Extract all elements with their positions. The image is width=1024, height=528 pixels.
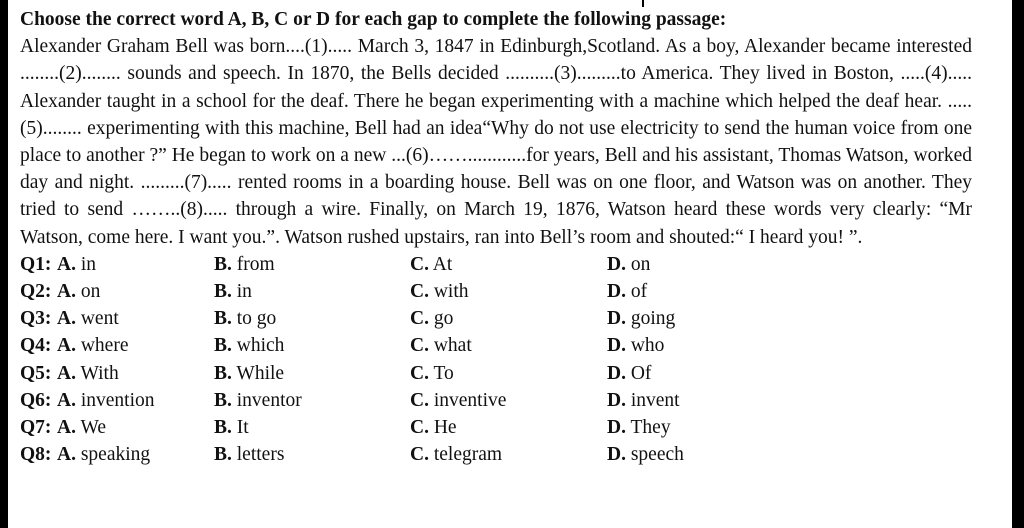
option-b: B. While (214, 362, 285, 384)
question-number: Q7: (20, 416, 52, 438)
question-number: Q8: (20, 444, 52, 466)
exercise-heading: Choose the correct word A, B, C or D for each gap to complete the following passage: (20, 9, 727, 30)
option-a: A. in (57, 253, 97, 275)
question-row (20, 387, 972, 414)
option-b: B. from (214, 253, 275, 275)
option-a: A. We (57, 416, 106, 438)
question-list (20, 251, 972, 469)
question-number: Q4: (20, 335, 52, 357)
question-row (20, 332, 972, 359)
option-d: D. who (607, 335, 665, 357)
option-b: B. which (214, 335, 285, 357)
option-c: C. what (410, 335, 472, 357)
option-d: D. invent (607, 389, 680, 411)
option-a: A. went (57, 308, 119, 330)
option-d: D. Of (607, 362, 652, 384)
left-border (0, 0, 8, 528)
option-c: C. At (410, 253, 453, 275)
question-number: Q1: (20, 253, 52, 275)
question-row (20, 305, 972, 332)
option-b: B. letters (214, 444, 285, 466)
question-row (20, 414, 972, 441)
question-number: Q5: (20, 362, 52, 384)
question-number: Q3: (20, 308, 52, 330)
option-a: A. speaking (57, 444, 151, 466)
question-row (20, 360, 972, 387)
option-c: C. with (410, 281, 469, 303)
option-d: D. speech (607, 444, 684, 466)
option-c: C. go (410, 308, 454, 330)
gap-fill-passage: Alexander Graham Bell was born....(1)..... March 3, 1847 in Edinburgh,Scotland. As a boy, Alexander became interested ........(2)........ sounds and speech. In 1870, the Bells decided ..........(3).........to America. They lived in Boston, .....(4)..... Alexander taught in a school for the deaf. There he began experimenting with a machine which helped the deaf hear. .....(5)........ experimenting with this machine, Bell had an idea“Why do not use electricity to send the human voice from one place to another ?” He began to work on a new ...(6)……............for years, Bell and his assistant, Thomas Watson, worked day and night. .........(7)..... rented rooms in a boarding house. Bell was on one floor, and Watson was on another. They tried to send ……..(8)..... through a wire. Finally, on March 19, 1876, Watson heard these words very clearly: “Mr Watson, come here. I want you.”. Watson rushed upstairs, ran into Bell’s room and shouted:“ I heard you! ”. (20, 36, 972, 248)
option-b: B. in (214, 281, 252, 303)
option-a: A. where (57, 335, 129, 357)
option-c: C. telegram (410, 444, 503, 466)
question-row (20, 251, 972, 278)
question-number: Q6: (20, 389, 52, 411)
option-c: C. He (410, 416, 457, 438)
option-d: D. They (607, 416, 671, 438)
option-a: A. With (57, 362, 119, 384)
option-d: D. on (607, 253, 651, 275)
question-row (20, 441, 972, 468)
question-row (20, 278, 972, 305)
option-b: B. It (214, 416, 249, 438)
question-number: Q2: (20, 281, 52, 303)
option-c: C. inventive (410, 389, 507, 411)
option-c: C. To (410, 362, 454, 384)
option-a: A. invention (57, 389, 155, 411)
option-d: D. of (607, 281, 648, 303)
option-b: B. to go (214, 308, 277, 330)
exercise-content (20, 6, 972, 468)
option-b: B. inventor (214, 389, 302, 411)
option-a: A. on (57, 281, 101, 303)
right-border (1012, 0, 1024, 528)
option-d: D. going (607, 308, 676, 330)
